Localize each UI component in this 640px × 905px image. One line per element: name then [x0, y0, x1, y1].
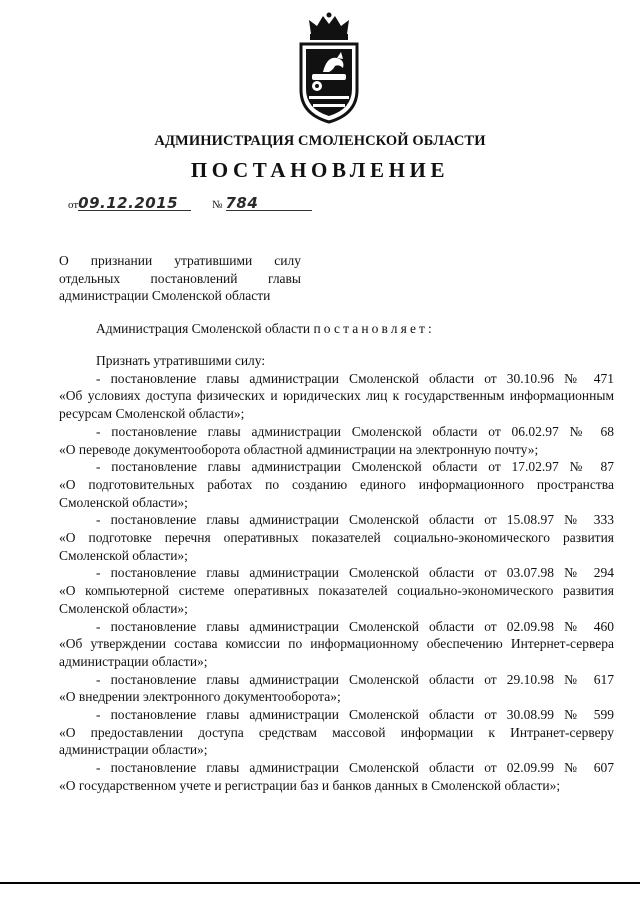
- preamble-text: Администрация Смоленской области: [96, 321, 311, 336]
- item-title: «Об условиях доступа физических и юридических лиц к государственным информационным ресурсам Смоленской области»;: [59, 388, 614, 422]
- document-subject: [59, 252, 301, 305]
- item-heading: - постановление главы администрации Смоленской области от 15.08.97 № 333: [96, 512, 614, 528]
- item-heading: - постановление главы администрации Смоленской области от 02.09.98 № 460: [96, 618, 614, 634]
- subject-line: администрации Смоленской области: [59, 288, 271, 303]
- date-prefix: от: [68, 199, 79, 211]
- body-lead: Признать утратившими силу:: [96, 353, 266, 368]
- list-item: [59, 706, 614, 759]
- subject-line: О признании утратившими силу: [59, 253, 301, 268]
- smolensk-coat-of-arms-icon: [293, 12, 365, 126]
- organization-name: АДМИНИСТРАЦИЯ СМОЛЕНСКОЙ ОБЛАСТИ: [154, 133, 486, 149]
- list-item: [59, 671, 614, 706]
- item-heading: - постановление главы администрации Смоленской области от 29.10.98 № 617: [96, 671, 614, 687]
- item-title: «О государственном учете и регистрации баз и банков данных в Смоленской области»;: [59, 777, 561, 793]
- item-title: «О переводе документооборота областной администрации на электронную почту»;: [59, 441, 539, 457]
- page-bottom-rule: [0, 882, 640, 884]
- subject-line: отдельных постановлений главы: [59, 270, 301, 286]
- decree-word: постановляет:: [313, 321, 435, 336]
- item-heading: - постановление главы администрации Смоленской области от 30.10.96 № 471: [96, 370, 614, 386]
- list-item: [59, 564, 614, 617]
- item-heading: - постановление главы администрации Смоленской области от 02.09.99 № 607: [96, 760, 614, 776]
- item-title: «О подготовительных работах по созданию единого информационного пространства Смоленской области»;: [59, 476, 614, 510]
- item-heading: - постановление главы администрации Смоленской области от 06.02.97 № 68: [96, 423, 614, 439]
- number-value: 784: [226, 196, 312, 211]
- list-item: [59, 423, 614, 458]
- item-heading: - постановление главы администрации Смоленской области от 03.07.98 № 294: [96, 565, 614, 581]
- item-title: «О внедрении электронного документооборота»;: [59, 689, 341, 705]
- number-prefix: №: [212, 199, 223, 211]
- list-item: [59, 759, 614, 794]
- document-date: [68, 196, 191, 212]
- date-value: 09.12.2015: [78, 196, 191, 211]
- list-item: [59, 618, 614, 671]
- list-item: [59, 511, 614, 564]
- preamble: [96, 321, 435, 337]
- list-item: [59, 370, 614, 423]
- item-heading: - постановление главы администрации Смоленской области от 17.02.97 № 87: [96, 459, 614, 475]
- item-title: «Об утверждении состава комиссии по информационному обеспечению Интернет-сервера администрации области»;: [59, 636, 614, 669]
- item-title: «О компьютерной системе оперативных показателей социально-экономического развития Смоленской области»;: [59, 583, 614, 616]
- document-number: [212, 196, 312, 212]
- document-body: [59, 352, 614, 795]
- document-type-title: ПОСТАНОВЛЕНИЕ: [190, 158, 450, 182]
- item-title: «О подготовке перечня оперативных показателей социально-экономического развития Смоленской области»;: [59, 530, 614, 563]
- item-title: «О предоставлении доступа средствам массовой информации к Интранет-серверу администрации области»;: [59, 724, 614, 758]
- item-heading: - постановление главы администрации Смоленской области от 30.08.99 № 599: [96, 707, 614, 723]
- list-item: [59, 458, 614, 511]
